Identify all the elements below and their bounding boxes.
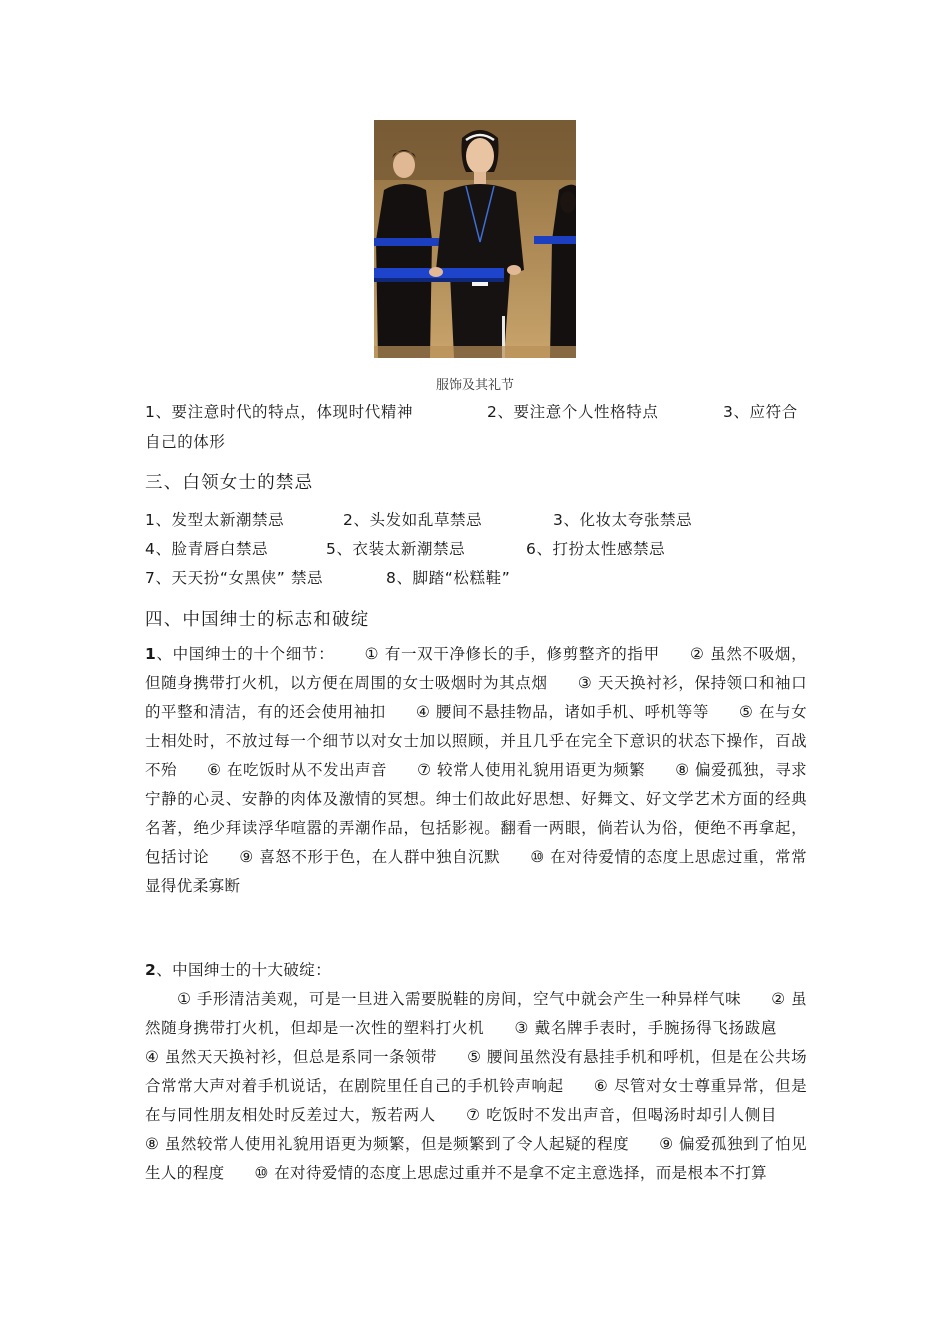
gentleman-details-paragraph <box>145 640 807 901</box>
section-heading: 三、白领女士的禁忌 <box>145 473 314 493</box>
taboo-item: 6、打扮太性感禁忌 <box>526 540 666 558</box>
detail-item: ⑧ 偏爱孤独，寻求宁静的心灵、安静的肉体及激情的冥想。绅士们故此好思想、好舞文、好文学艺术方面的经典名著，绝少拜读浮华喧嚣的弄潮作品，包括影视。翻看一两眼，倘若认为俗，便绝不再拿起，包括讨论 <box>145 761 807 866</box>
photo-caption: 服饰及其礼节 <box>435 378 514 393</box>
principle-item: 2、要注意个人性格特点 <box>487 403 659 421</box>
paragraph-number: 2 <box>145 961 157 979</box>
flaw-item: ① 手形清洁美观，可是一旦进入需要脱鞋的房间，空气中就会产生一种异样气味 <box>177 990 742 1008</box>
section-heading: 四、中国绅士的标志和破绽 <box>145 610 370 630</box>
flaw-item: ⑧ 虽然较常人使用礼貌用语更为频繁，但是频繁到了令人起疑的程度 <box>145 1135 630 1153</box>
women-holding-trays-image <box>374 120 576 358</box>
paragraph-title: 、中国绅士的十大破绽： <box>156 961 332 979</box>
taboo-row <box>145 566 510 588</box>
flaw-item: ⑦ 吃饭时不发出声音，但喝汤时却引人侧目 <box>465 1106 778 1124</box>
taboo-item: 5、衣装太新潮禁忌 <box>326 540 466 558</box>
detail-item: ④ 腰间不悬挂物品，诸如手机、呼机等等 <box>415 703 709 721</box>
paragraph-title: 、中国绅士的十个细节： <box>156 645 335 663</box>
detail-item: ⑤ 在与女士相处时，不放过每一个细节以对女士加以照顾，并且几乎在完全下意识的状态下操作，百战不殆 <box>145 703 807 779</box>
detail-item: ⑦ 较常人使用礼貌用语更为频繁 <box>417 761 646 779</box>
principle-item: 3、应符合 <box>723 403 798 421</box>
flaw-item: ⑩ 在对待爱情的态度上思虑过重并不是拿不定主意选择，而是根本不打算 <box>254 1164 768 1182</box>
clothing-principles-continued: 自己的体形 <box>145 433 226 451</box>
principle-item: 1、要注意时代的特点，体现时代精神 <box>145 403 414 421</box>
taboo-row <box>145 537 665 559</box>
flaw-item: ③ 戴名牌手表时，手腕扬得飞扬跋扈 <box>514 1019 778 1037</box>
detail-item: ① 有一双干净修长的手，修剪整齐的指甲 <box>364 645 660 663</box>
detail-item: ② 虽然不吸烟，但随身携带打火机，以方便在周围的女士吸烟时为其点烟 <box>145 645 807 692</box>
taboo-row <box>145 508 692 530</box>
detail-item: ⑥ 在吃饭时从不发出声音 <box>207 761 388 779</box>
taboo-item: 7、天天扮“女黑侠” 禁忌 <box>145 569 324 587</box>
detail-item: ⑩ 在对待爱情的态度上思虑过重，常常显得优柔寡断 <box>145 848 808 895</box>
etiquette-photo <box>374 120 576 358</box>
paragraph-number: 1 <box>145 645 157 663</box>
gentleman-flaws-paragraph <box>145 956 807 1188</box>
detail-item: ③ 天天换衬衫，保持领口和袖口的平整和清洁，有的还会使用袖扣 <box>145 674 807 721</box>
flaw-item: ② 虽然随身携带打火机，但却是一次性的塑料打火机 <box>145 990 807 1037</box>
taboo-item: 8、脚踏“松糕鞋” <box>386 569 511 587</box>
flaw-item: ④ 虽然天天换衬衫，但总是系同一条领带 <box>145 1048 437 1066</box>
flaw-item: ⑥ 尽管对女士尊重异常，但是在与同性朋友相处时反差过大，叛若两人 <box>145 1077 807 1124</box>
flaw-item: ⑤ 腰间虽然没有悬挂手机和呼机，但是在公共场合常常大声对着手机说话，在剧院里任自己的手机铃声响起 <box>145 1048 807 1095</box>
detail-item: ⑨ 喜怒不形于色，在人群中独自沉默 <box>239 848 501 866</box>
taboo-item: 2、头发如乱草禁忌 <box>343 511 483 529</box>
taboo-item: 4、脸青唇白禁忌 <box>145 540 269 558</box>
flaw-item: ⑨ 偏爱孤独到了怕见生人的程度 <box>145 1135 807 1182</box>
taboo-item: 1、发型太新潮禁忌 <box>145 511 285 529</box>
clothing-principles-line <box>145 400 798 422</box>
taboo-item: 3、化妆太夸张禁忌 <box>553 511 693 529</box>
